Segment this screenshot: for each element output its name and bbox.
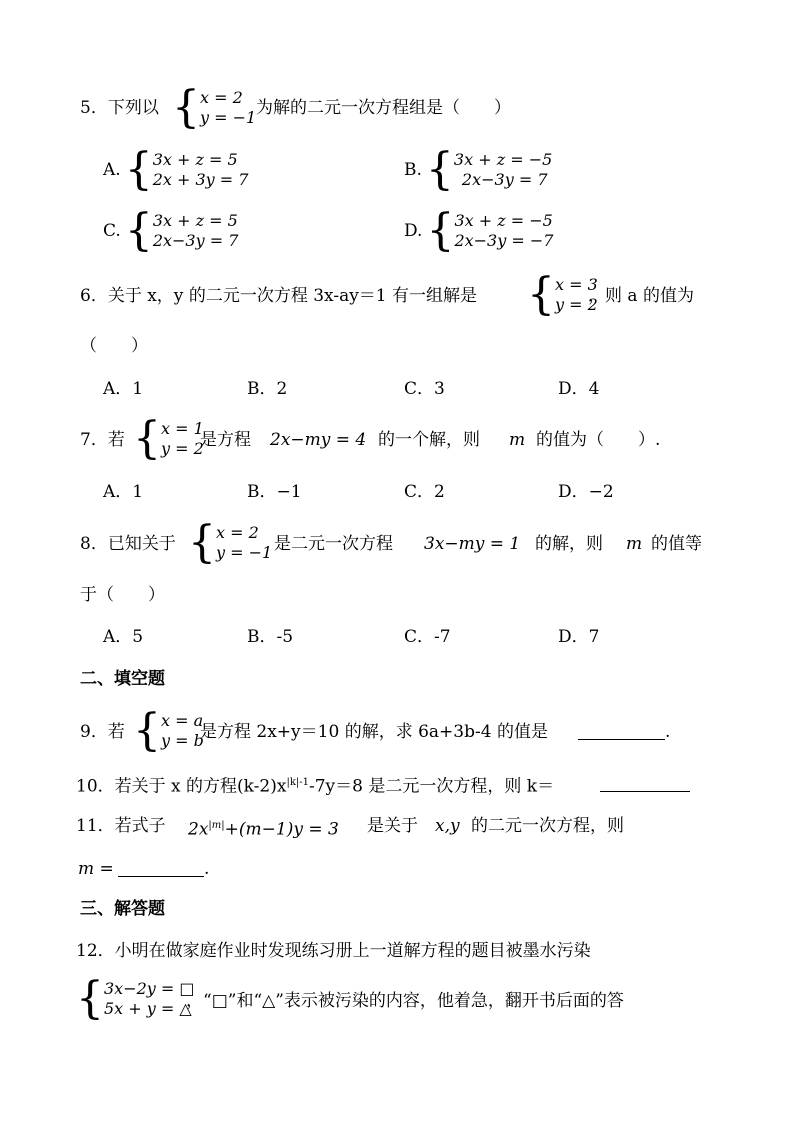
q10-text-before: 10．若关于 x 的方程(k-2)x [76, 776, 287, 797]
q6-option-b[interactable]: B．2 [247, 379, 288, 399]
brace-icon: { [527, 269, 555, 320]
brace-icon: { [124, 205, 153, 256]
q7-option-d[interactable]: D．−2 [558, 482, 614, 502]
q11-mid: 是关于 [367, 816, 418, 836]
q5-option-c[interactable] [103, 205, 239, 256]
brace-icon: { [133, 413, 161, 464]
q11-end: . [204, 859, 210, 879]
q8-var: m [626, 534, 643, 554]
q10-text-after: -7y＝8 是二元一次方程，则 k＝ [309, 776, 555, 797]
q6-cond-row1: x = 3 [555, 275, 598, 294]
q7-condition-system [133, 413, 204, 464]
q10-text [76, 772, 554, 798]
q8-suffix: 的值等 [651, 534, 702, 554]
q8-mid2: 的解，则 [535, 534, 603, 554]
q8-cond-row2: y = −1 [216, 543, 273, 562]
brace-icon: { [426, 205, 455, 256]
q7-mid1: 是方程 [200, 430, 251, 450]
q9-end: . [665, 722, 671, 742]
q5-option-a-row2: 2x + 3y = 7 [152, 170, 249, 189]
q11-prefix: 11．若式子 [76, 816, 166, 836]
q5-option-d-row1: 3x + z = −5 [454, 211, 553, 230]
q7-option-c[interactable]: C．2 [404, 482, 445, 502]
q9-cond-row2: y = b [161, 731, 204, 750]
q5-condition-system [172, 82, 257, 133]
q5-option-a-row1: 3x + z = 5 [152, 150, 238, 169]
q7-option-a[interactable]: A．1 [103, 482, 144, 502]
q5-option-c-row1: 3x + z = 5 [152, 211, 238, 230]
q11-expr-a: 2x [188, 819, 209, 840]
q5-cond-row2: y = −1 [200, 108, 257, 127]
q5-suffix: 为解的二元一次方程组是（ ） [256, 98, 511, 118]
q7-prefix: 7．若 [80, 430, 125, 450]
brace-icon: { [76, 973, 104, 1024]
q8-option-c[interactable]: C．-7 [404, 627, 451, 647]
q12-equation-system [76, 973, 195, 1024]
q12-line2: ，“□”和“△”表示被污染的内容，他着急，翻开书后面的答 [186, 991, 624, 1011]
q5-option-b-row1: 3x + z = −5 [453, 150, 553, 169]
q7-equation: 2x−my = 4 [270, 430, 367, 450]
q7-option-b[interactable]: B．−1 [247, 482, 302, 502]
q7-cond-row1: x = 1 [161, 419, 204, 438]
brace-icon: { [172, 82, 200, 133]
q9-cond-row1: x = a [161, 711, 204, 730]
q9-answer-blank[interactable] [578, 739, 665, 740]
q8-line2: 于（ ） [80, 585, 165, 605]
q7-cond-row2: y = 2 [161, 439, 204, 458]
brace-icon: { [425, 144, 454, 195]
q9-prefix: 9．若 [80, 722, 125, 742]
q11-suffix: 的二元一次方程，则 [471, 816, 624, 836]
q8-option-d[interactable]: D．7 [558, 627, 600, 647]
q7-mid2: 的一个解，则 [378, 430, 480, 450]
brace-icon: { [124, 144, 153, 195]
q12-line1: 12．小明在做家庭作业时发现练习册上一道解方程的题目被墨水污染 [76, 941, 591, 961]
section-heading-answer: 三、解答题 [80, 899, 165, 919]
q8-option-a[interactable]: A．5 [103, 627, 144, 647]
q5-option-a[interactable] [103, 144, 249, 195]
q9-condition-system [133, 705, 204, 756]
q10-exponent: |k|-1 [286, 777, 309, 788]
q11-line2-prefix: m = [78, 859, 114, 879]
section-heading-fill-in: 二、填空题 [80, 669, 165, 689]
q6-option-a[interactable]: A．1 [103, 379, 144, 399]
q11-exponent: |m| [208, 820, 225, 831]
q12-row2: 5x + y = △ [104, 999, 192, 1018]
q5-option-b-row2: 2x−3y = 7 [461, 170, 548, 189]
q5-cond-row1: x = 2 [200, 88, 243, 107]
q12-row1: 3x−2y = □ [104, 979, 195, 998]
q8-option-b[interactable]: B．-5 [247, 627, 294, 647]
q8-prefix: 8．已知关于 [80, 534, 176, 554]
q11-expression [188, 815, 339, 841]
q5-option-a-label: A. [103, 160, 121, 180]
q6-suffix: ，则 a 的值为 [588, 286, 694, 306]
q5-option-c-label: C. [103, 221, 121, 241]
q8-equation: 3x−my = 1 [424, 534, 521, 554]
q10-answer-blank[interactable] [600, 791, 690, 792]
q6-option-d[interactable]: D．4 [558, 379, 600, 399]
q6-option-c[interactable]: C．3 [404, 379, 445, 399]
brace-icon: { [133, 705, 161, 756]
q8-cond-row1: x = 2 [216, 523, 259, 542]
q11-answer-blank[interactable] [118, 876, 204, 877]
q5-option-d-row2: 2x−3y = −7 [454, 231, 554, 250]
q11-expr-b: +(m−1)y = 3 [224, 819, 339, 840]
q6-cond-row2: y = 2 [555, 295, 598, 314]
q8-mid1: 是二元一次方程 [274, 534, 393, 554]
q5-option-d-label: D. [404, 221, 423, 241]
q6-prefix: 6．关于 x，y 的二元一次方程 3x-ay＝1 有一组解是 [80, 286, 478, 306]
q7-var: m [509, 430, 526, 450]
q6-paren: （ ） [80, 336, 148, 356]
q9-suffix: 是方程 2x+y＝10 的解，求 6a+3b-4 的值是 [200, 722, 548, 742]
q5-option-b-label: B. [404, 160, 422, 180]
q8-condition-system [188, 517, 273, 568]
q5-option-c-row2: 2x−3y = 7 [152, 231, 239, 250]
q7-suffix: 的值为（ ）. [536, 430, 661, 450]
brace-icon: { [188, 517, 216, 568]
q11-vars: x,y [435, 816, 460, 836]
q5-prefix: 5．下列以 [80, 98, 159, 118]
q5-option-b[interactable] [404, 144, 553, 195]
q5-option-d[interactable] [404, 205, 554, 256]
